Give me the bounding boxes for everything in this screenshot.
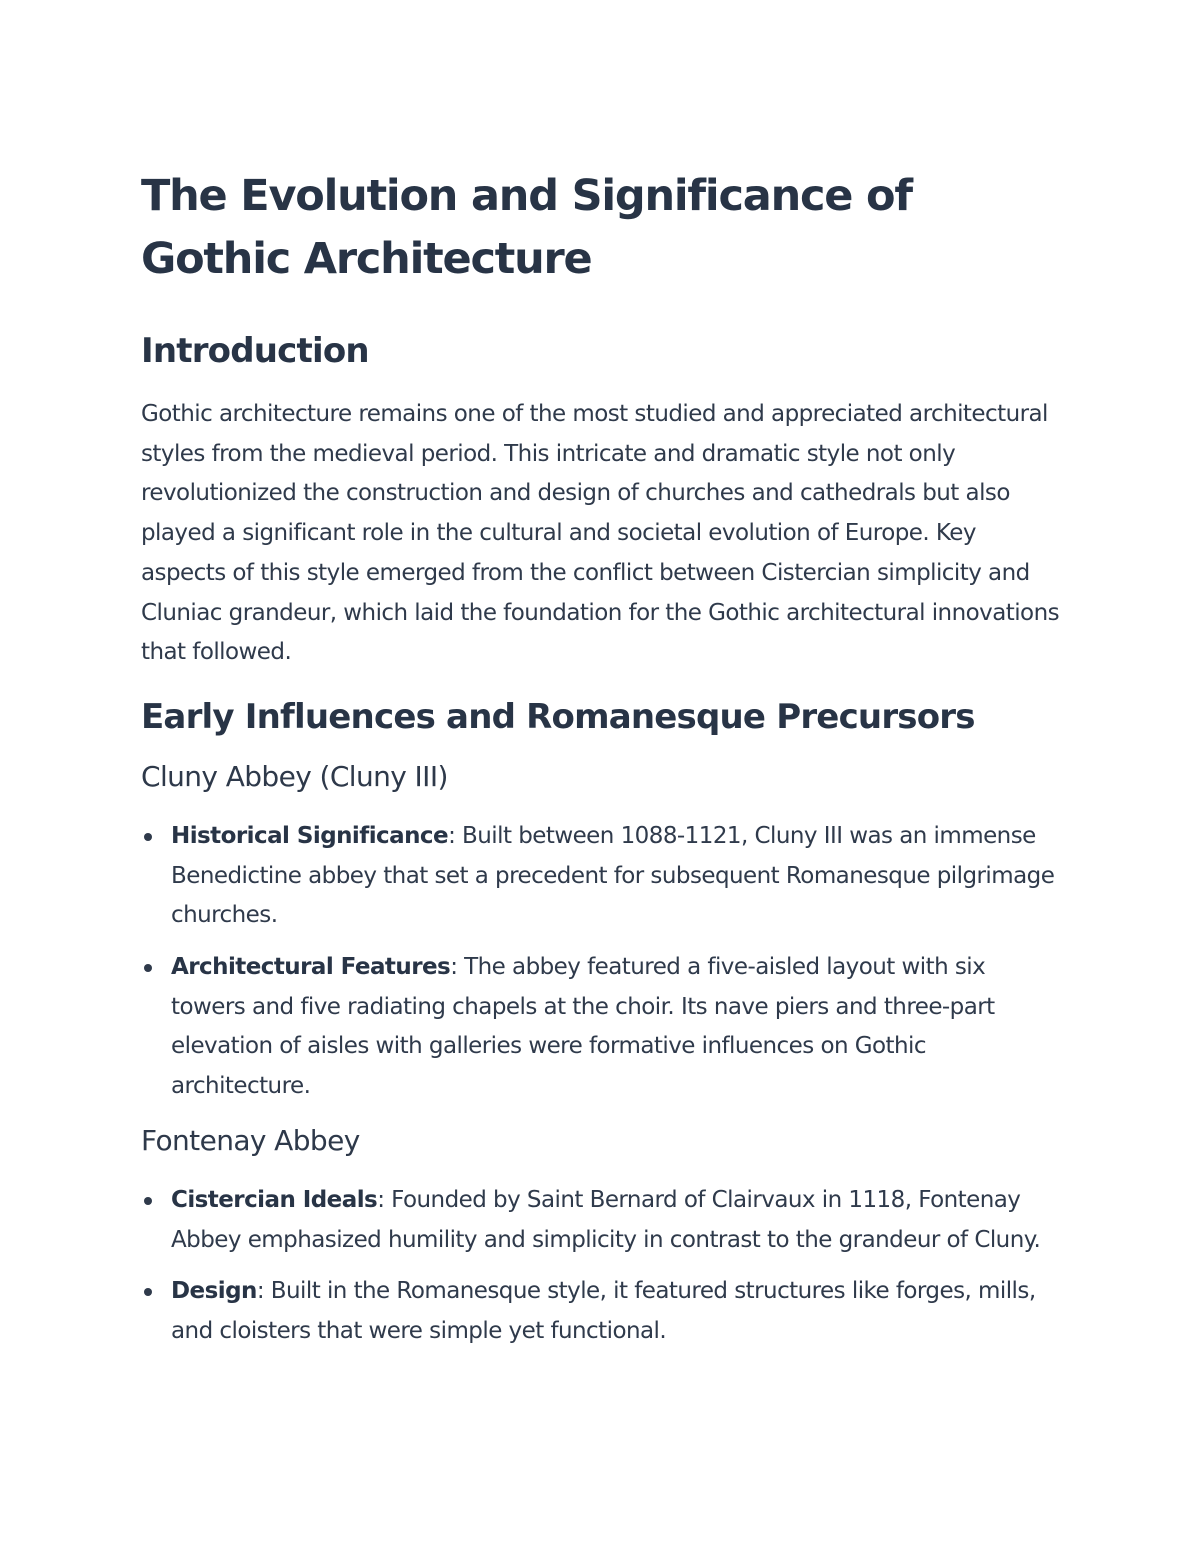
fontenay-abbey-list	[141, 1181, 1066, 1352]
list-item-term: Design	[171, 1278, 257, 1305]
document-title: The Evolution and Significance of Gothic Architecture	[141, 171, 912, 284]
list-item	[141, 948, 1066, 1107]
bullet-icon	[144, 964, 152, 972]
list-item-text: : Founded by Saint Bernard of Clairvaux in 1118, Fontenay Abbey emphasized humility and simplicity in contrast to the grandeur of Cluny.	[171, 1186, 1041, 1253]
list-item-term: Cistercian Ideals	[171, 1186, 378, 1213]
introduction-paragraph: Gothic architecture remains one of the most studied and appreciated architectural styles from the medieval period. This intricate and dramatic style not only revolutionized the construction and design of churches and cathedrals but also played a significant role in the cultural and societal evolution of Europe. Key aspects of this style emerged from the conflict between Cistercian simplicity and Cluniac grandeur, which laid the foundation for the Gothic architectural innovations that followed.	[141, 401, 1060, 666]
list-item-term: Architectural Features	[171, 954, 451, 981]
list-item	[141, 1272, 1066, 1351]
list-item-text: : Built in the Romanesque style, it featured structures like forges, mills, and cloisters that were simple yet functional.	[171, 1278, 1036, 1344]
cluny-abbey-heading: Cluny Abbey (Cluny III)	[141, 759, 448, 793]
early-influences-heading: Early Influences and Romanesque Precursors	[141, 696, 975, 737]
list-item-text: : The abbey featured a five-aisled layout with six towers and five radiating chapels at the choir. Its nave piers and three-part elevation of aisles with galleries were formative influences on Gothic architecture.	[171, 954, 995, 1100]
bullet-icon	[144, 833, 152, 841]
list-item-text: : Built between 1088-1121, Cluny III was an immense Benedictine abbey that set a precedent for subsequent Romanesque pilgrimage churches.	[171, 822, 1055, 929]
list-item	[141, 817, 1066, 936]
fontenay-abbey-heading: Fontenay Abbey	[141, 1123, 360, 1157]
list-item	[141, 1181, 1066, 1260]
document-page	[141, 165, 1066, 1364]
list-item-term: Historical Significance	[171, 822, 449, 849]
introduction-heading: Introduction	[141, 331, 369, 371]
bullet-icon	[144, 1288, 152, 1296]
bullet-icon	[144, 1197, 152, 1205]
cluny-abbey-list	[141, 817, 1066, 1107]
